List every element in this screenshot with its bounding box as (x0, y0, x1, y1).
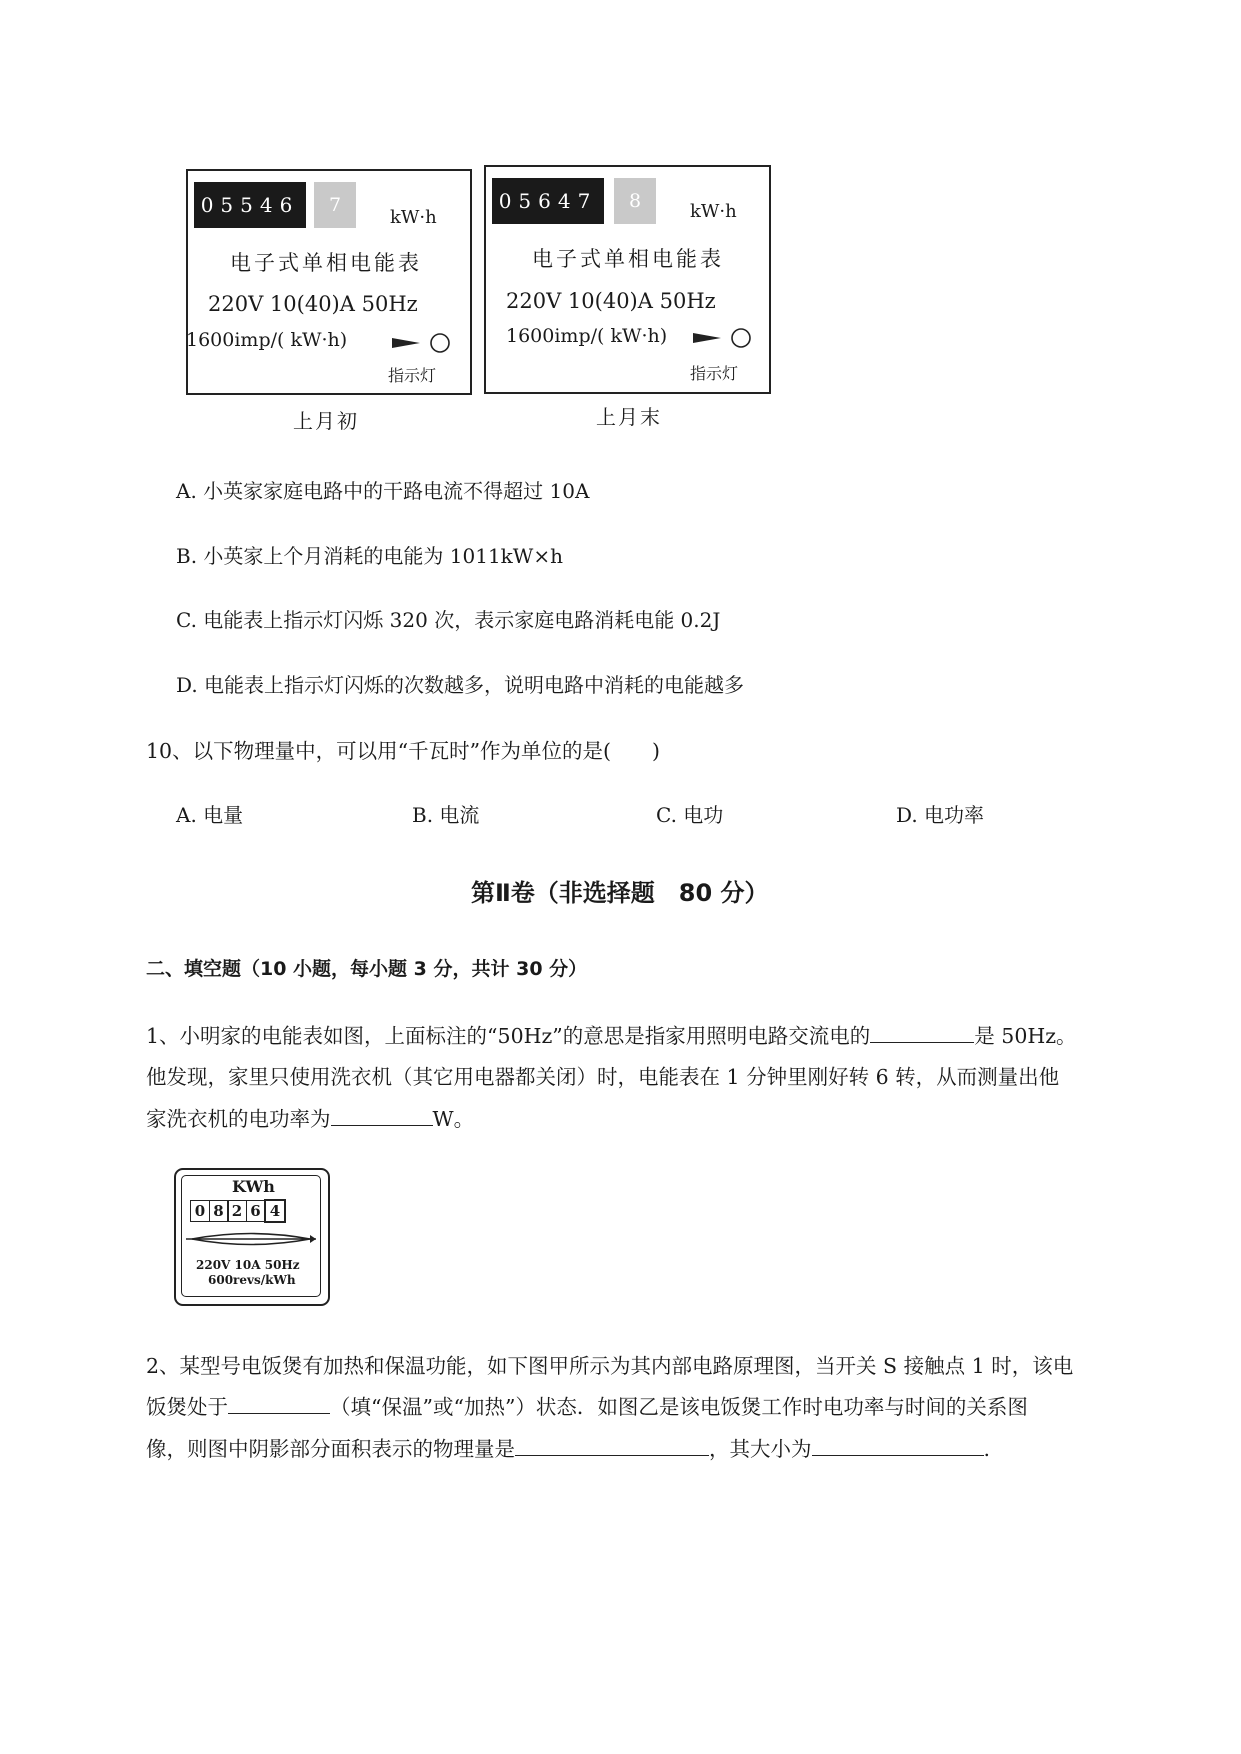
meter-name: 电子式单相电能表 (532, 247, 724, 271)
fill1-text-d: W。 (432, 1107, 475, 1131)
meter-imp: 1600imp/( kW·h) (506, 325, 668, 347)
q10-option-d: D. 电功率 (896, 803, 985, 827)
meter-caption-end: 上月末 (596, 405, 662, 429)
meter-panel-start (186, 169, 472, 395)
indicator-lamp-icon (691, 325, 761, 351)
meter-spec: 220V 10(40)A 50Hz (208, 292, 418, 316)
meter-unit: kW·h (390, 207, 437, 228)
q10-option-b: B. 电流 (412, 803, 480, 827)
answer-blank[interactable] (812, 1435, 984, 1456)
q9-option-a: A. 小英家家庭电路中的干路电流不得超过 10A (176, 479, 590, 503)
answer-blank[interactable] (515, 1435, 709, 1456)
fill2-line2 (146, 1390, 1028, 1420)
fill2-text-a: 饭煲处于 (146, 1395, 228, 1419)
fill2-text-c: 像，则图中阴影部分面积表示的物理量是 (146, 1437, 515, 1461)
meter-panel-end (484, 165, 771, 394)
fill2-text-e: . (983, 1437, 991, 1461)
section-title: 第Ⅱ卷（非选择题 80 分） (471, 879, 769, 907)
fill2-text-b: （填“保温”或“加热”）状态．如图乙是该电饭煲工作时电功率与时间的关系图 (330, 1395, 1028, 1419)
meter-caption-start: 上月初 (293, 409, 359, 433)
q10-stem: 10、以下物理量中，可以用“千瓦时”作为单位的是( ) (146, 739, 661, 763)
indicator-lamp-icon (390, 330, 460, 356)
small-meter (174, 1168, 330, 1306)
small-meter-rev: 600revs/kWh (208, 1273, 296, 1287)
fill1-line3 (146, 1102, 474, 1132)
answer-blank[interactable] (331, 1105, 433, 1126)
meter-imp: 1600imp/( kW·h) (186, 329, 348, 351)
meter-name: 电子式单相电能表 (230, 251, 422, 275)
meter-last-digit: 8 (614, 178, 656, 224)
meter-digit-cell: 6 (246, 1200, 266, 1222)
meter-digit-cell: 4 (264, 1199, 286, 1223)
q10-option-c: C. 电功 (656, 803, 724, 827)
meter-unit: kW·h (690, 201, 737, 222)
small-meter-spec: 220V 10A 50Hz (196, 1258, 300, 1272)
fill1-text-c: 家洗衣机的电功率为 (146, 1107, 331, 1131)
small-meter-unit: KWh (232, 1177, 275, 1196)
meter-digits: 05546 (194, 182, 306, 228)
q10-option-a: A. 电量 (176, 803, 244, 827)
part-title: 二、填空题（10 小题，每小题 3 分，共计 30 分） (146, 958, 588, 980)
q9-option-b: B. 小英家上个月消耗的电能为 1011kW×h (176, 544, 563, 568)
fill1-line1 (146, 1019, 1077, 1049)
meter-spec: 220V 10(40)A 50Hz (506, 289, 716, 313)
meter-digit-cell: 0 (190, 1200, 210, 1222)
q9-option-c: C. 电能表上指示灯闪烁 320 次，表示家庭电路消耗电能 0.2J (176, 608, 721, 632)
meter-last-digit: 7 (314, 182, 356, 228)
fill2-text-d: ，其大小为 (709, 1437, 812, 1461)
meter-digit-cell: 2 (227, 1200, 247, 1222)
answer-blank[interactable] (228, 1393, 330, 1414)
rotating-disc-icon (186, 1228, 316, 1250)
q9-option-d: D. 电能表上指示灯闪烁的次数越多，说明电路中消耗的电能越多 (176, 673, 745, 697)
fill2-line3 (146, 1432, 990, 1462)
answer-blank[interactable] (870, 1022, 974, 1043)
fill1-text-b: 是 50Hz。 (974, 1024, 1077, 1048)
meter-digit-cell: 8 (209, 1200, 229, 1222)
fill1-line2: 他发现，家里只使用洗衣机（其它用电器都关闭）时，电能表在 1 分钟里刚好转 6 转，从而测量出他 (146, 1065, 1060, 1089)
fill1-text-a: 1、小明家的电能表如图，上面标注的“50Hz”的意思是指家用照明电路交流电的 (146, 1024, 871, 1048)
meter-indicator-label: 指示灯 (388, 366, 437, 385)
fill2-line1: 2、某型号电饭煲有加热和保温功能，如下图甲所示为其内部电路原理图，当开关 S 接触点 1 时，该电 (146, 1354, 1074, 1378)
meter-indicator-label: 指示灯 (690, 364, 739, 383)
meter-digits: 05647 (492, 178, 604, 224)
small-meter-digits (190, 1199, 285, 1223)
